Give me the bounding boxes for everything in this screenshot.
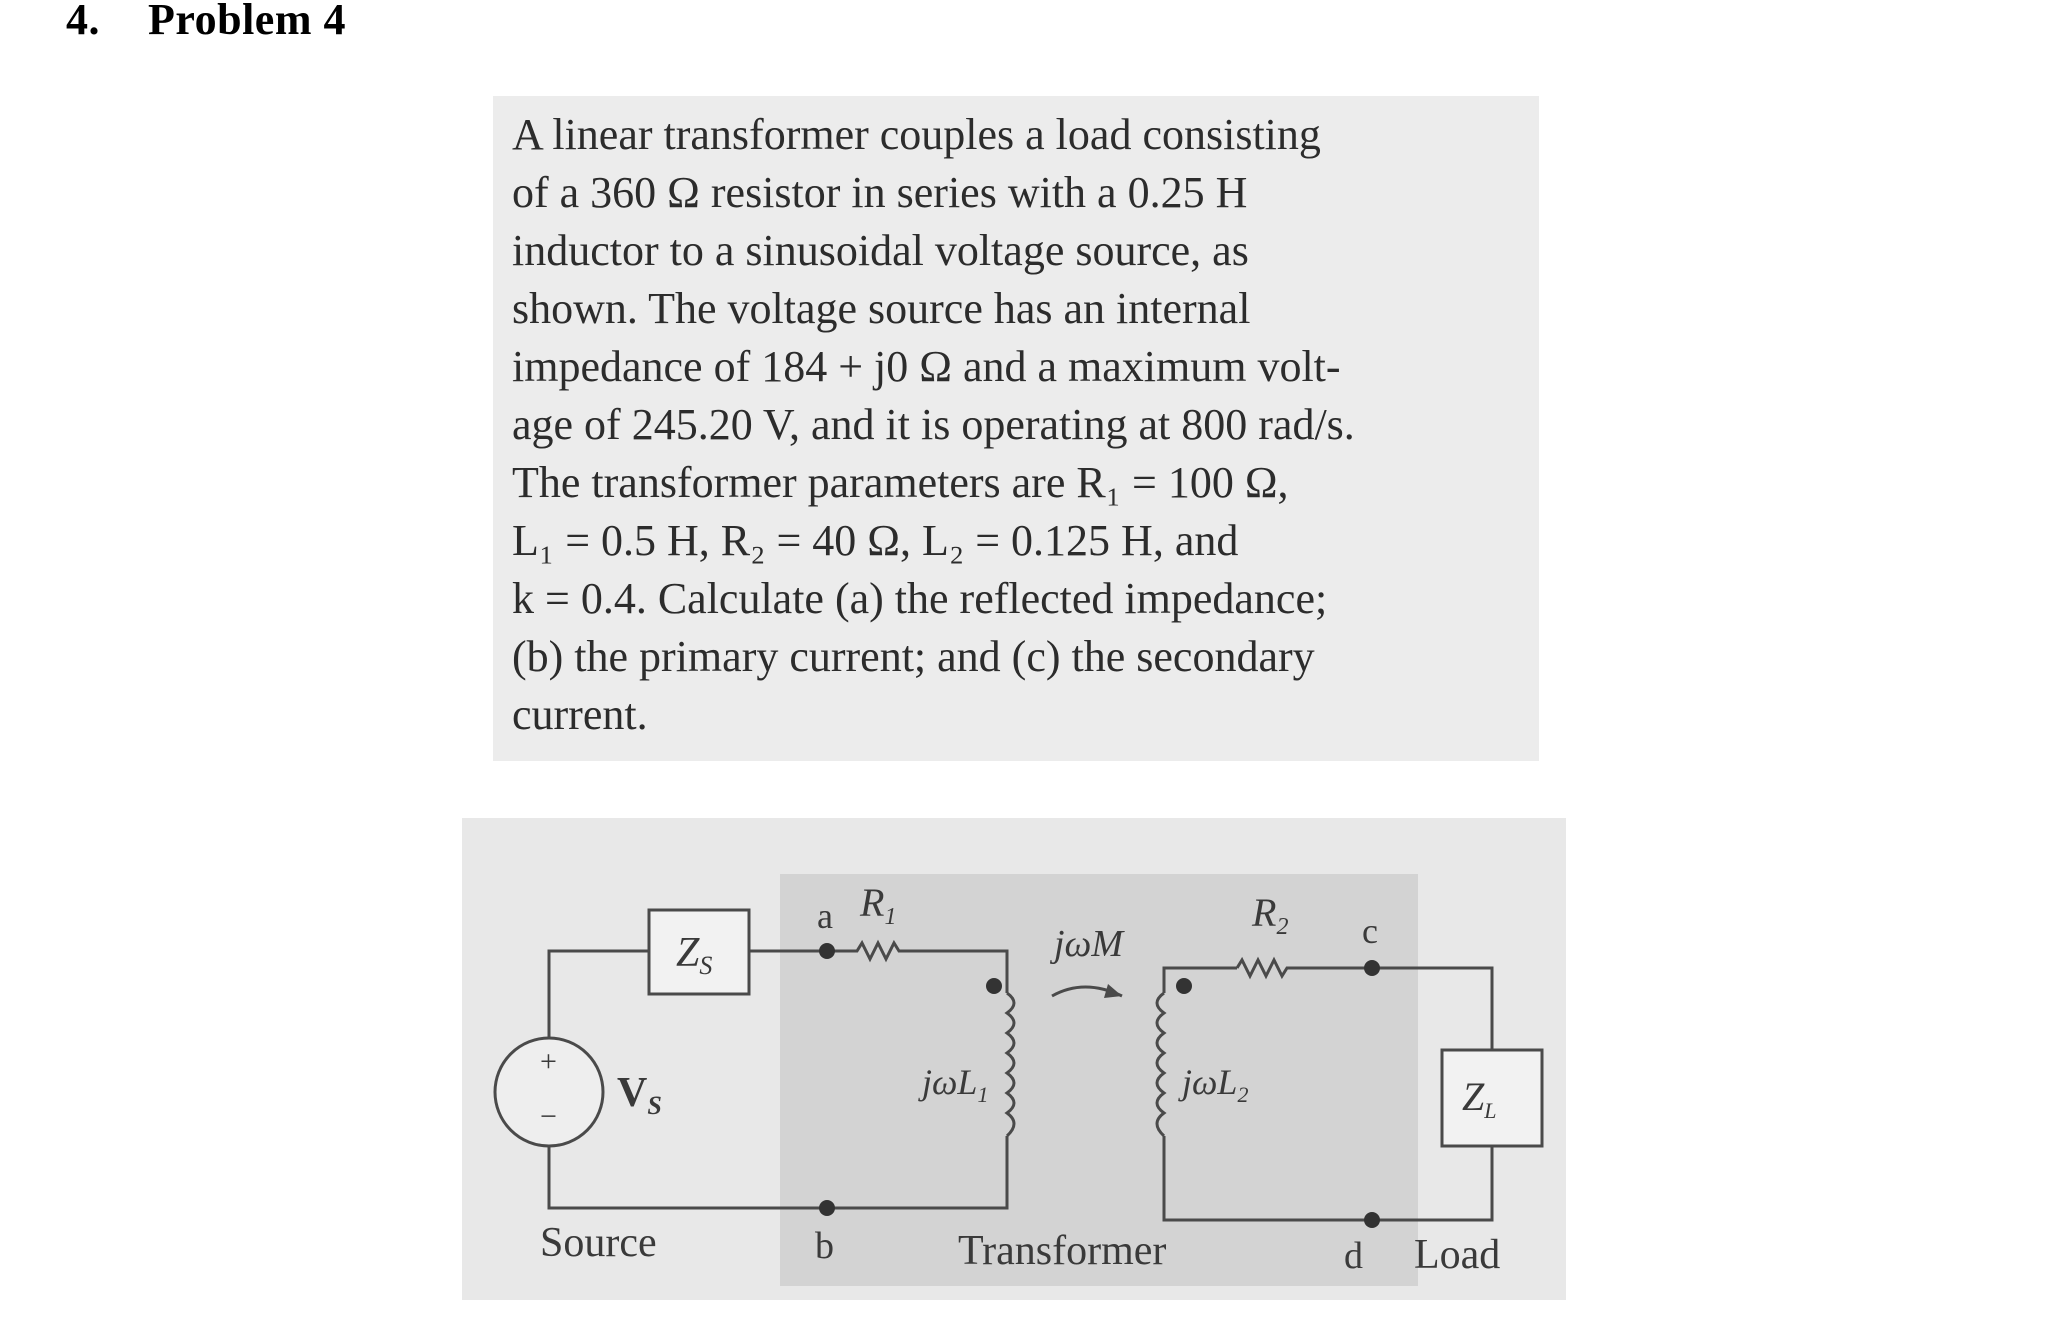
l2-label: jωL$_2$ [1182,1062,1249,1107]
r2-label: $R_2$ [1252,890,1289,940]
problem-line: impedance of 184 + j0 Ω and a maximum volt- [512,342,1341,391]
source-caption: Source [540,1220,657,1266]
wire-source-top [549,951,649,1048]
circuit-diagram [462,818,1566,1300]
problem-line: (b) the primary current; and (c) the secondary [512,632,1315,681]
node-d-label: d [1344,1235,1363,1277]
problem-line: current. [512,690,648,739]
node-c-dot [1364,960,1380,976]
problem-line: A linear transformer couples a load consisting [512,110,1321,159]
problem-title: Problem 4 [148,0,346,44]
problem-number: 4. [66,0,100,44]
mutual-label: jωM [1054,923,1124,965]
node-b-dot [819,1200,835,1216]
transformer-caption: Transformer [958,1228,1167,1274]
node-d-dot [1364,1212,1380,1228]
load-caption: Load [1414,1232,1501,1278]
problem-line: k = 0.4. Calculate (a) the reflected impedance; [512,574,1328,623]
node-c-label: c [1362,911,1378,951]
problem-line: age of 245.20 V, and it is operating at 800 rad/s. [512,400,1355,449]
dot-polarity-l1 [986,978,1002,994]
dot-polarity-l2 [1176,978,1192,994]
r1-label: $R_1$ [860,880,897,930]
problem-line: The transformer parameters are R₁ = 100 Ω, [512,458,1289,507]
source-minus-sign: − [540,1100,557,1133]
node-a-label: a [817,896,833,936]
source-plus-sign: + [540,1045,557,1078]
problem-statement [493,96,1539,761]
node-a-dot [819,943,835,959]
problem-line: of a 360 Ω resistor in series with a 0.25 H [512,168,1248,217]
problem-line: inductor to a sinusoidal voltage source, as [512,226,1249,275]
l1-label: jωL$_1$ [922,1062,989,1107]
problem-heading [66,0,346,45]
zl-label: $Z_L$ [1462,1074,1497,1123]
vs-label: VS [617,1070,662,1120]
node-b-label: b [815,1225,834,1267]
zs-label: ZS [676,930,713,980]
problem-line: L₁ = 0.5 H, R₂ = 40 Ω, L₂ = 0.125 H, and [512,516,1239,565]
problem-line: shown. The voltage source has an internal [512,284,1251,333]
